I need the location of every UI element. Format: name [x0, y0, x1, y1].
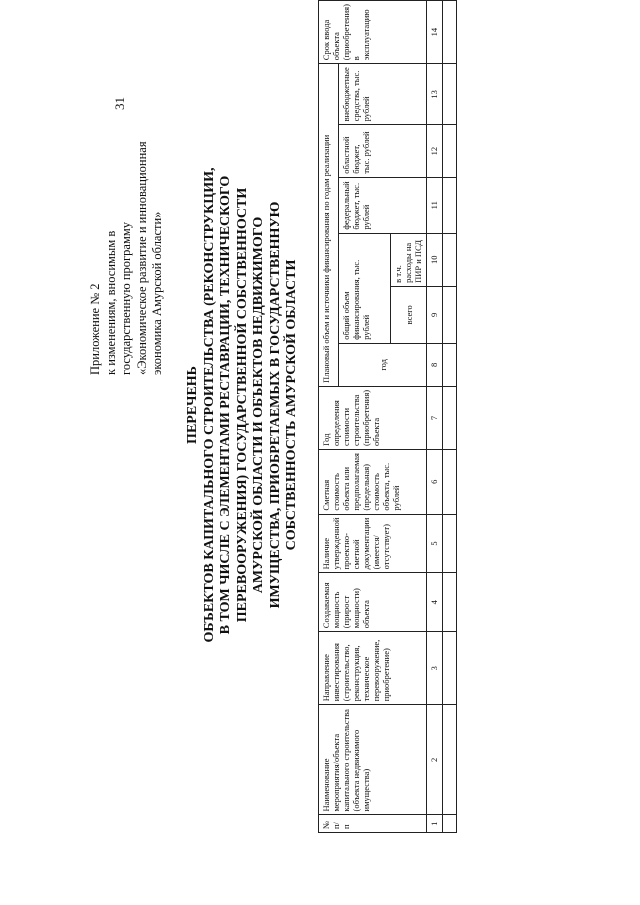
header-capacity: Создаваемая мощность (прирост мощности) объекта: [319, 573, 427, 632]
header-psd: Наличие утвержденной проектно-сметной документации (имеется/отсутствует): [319, 514, 427, 573]
column-number: 5: [427, 514, 443, 573]
header-cost: Сметная стоимость объекта или предполагаемая (предельная) стоимость объекта, тыс. рублей: [319, 450, 427, 515]
empty-cell: [443, 386, 457, 449]
column-number: 13: [427, 64, 443, 125]
column-number: 6: [427, 450, 443, 515]
header-direction: Направление инвестирования (строительство, реконструкция, техническое перевооружение, приобретение): [319, 632, 427, 705]
header-regional: областной бюджет, тыс. рублей: [339, 125, 427, 177]
header-plan: Плановый объем и источники финансирования по годам реализации: [319, 64, 339, 387]
objects-table: [318, 0, 457, 833]
title-line: В ТОМ ЧИСЛЕ С ЭЛЕМЕНТАМИ РЕСТАВРАЦИИ, ТЕХНИЧЕСКОГО: [218, 175, 233, 635]
column-number: 2: [427, 705, 443, 815]
header-name: Наименование мероприятия/объекта капитального строительства (объекта недвижимого имущества): [319, 705, 427, 815]
column-number: 11: [427, 177, 443, 233]
title-line: ОБЪЕКТОВ КАПИТАЛЬНОГО СТРОИТЕЛЬСТВА (РЕКОНСТРУКЦИИ,: [201, 167, 217, 643]
annex-line: экономика Амурской области»: [150, 211, 164, 375]
annex-line: государственную программу: [119, 221, 133, 375]
column-number: 14: [427, 1, 443, 64]
header-cost-year: Год определения стоимости строительства (приобретения) объекта: [319, 386, 427, 449]
empty-cell: [443, 450, 457, 515]
column-number: 9: [427, 286, 443, 343]
title-line: ПЕРЕЧЕНЬ: [185, 366, 200, 444]
empty-cell: [443, 177, 457, 233]
page-number: 31: [112, 97, 127, 110]
column-number: 7: [427, 386, 443, 449]
header-extrabudget: внебюджетные средства, тыс. рублей: [339, 64, 427, 125]
title-line: СОБСТВЕННОСТЬ АМУРСКОЙ ОБЛАСТИ: [284, 259, 299, 551]
column-number: 1: [427, 815, 443, 833]
column-number: 8: [427, 343, 443, 386]
header-deadline: Срок ввода объекта (приобретения) в эксплуатацию: [319, 1, 427, 64]
annex-header: [88, 75, 166, 375]
empty-cell: [443, 343, 457, 386]
empty-cell: [443, 64, 457, 125]
annex-line: к изменениям, вносимым в: [103, 230, 118, 375]
empty-cell: [443, 125, 457, 177]
header-total: всего: [391, 286, 427, 343]
title-line: АМУРСКОЙ ОБЛАСТИ И ОБЪЕКТОВ НЕДВИЖИМОГО: [251, 216, 266, 594]
column-number: 10: [427, 233, 443, 286]
empty-cell: [443, 1, 457, 64]
header-num: № п/п: [319, 815, 427, 833]
header-pir-psd: в т.ч. расходы на ПИР и ПСД: [391, 233, 427, 286]
empty-cell: [443, 514, 457, 573]
empty-cell: [443, 573, 457, 632]
empty-cell: [443, 286, 457, 343]
column-number: 3: [427, 632, 443, 705]
title-line: ПЕРЕВООРУЖЕНИЯ) ГОСУДАРСТВЕННОЙ СОБСТВЕННОСТИ: [234, 187, 250, 623]
empty-cell: [443, 632, 457, 705]
annex-line: Приложение № 2: [88, 283, 102, 375]
column-number: 4: [427, 573, 443, 632]
empty-cell: [443, 705, 457, 815]
header-year: год: [339, 343, 427, 386]
header-total-group: общий объем финансирования, тыс. рублей: [339, 233, 391, 343]
empty-cell: [443, 233, 457, 286]
annex-line: «Экономическое развитие и инновационная: [134, 141, 149, 375]
document-title: [185, 75, 301, 735]
empty-cell: [443, 815, 457, 833]
title-line: ИМУЩЕСТВА, ПРИОБРЕТАЕМЫХ В ГОСУДАРСТВЕННУЮ: [267, 201, 283, 609]
column-number: 12: [427, 125, 443, 177]
header-federal: федеральный бюджет, тыс. рублей: [339, 177, 427, 233]
